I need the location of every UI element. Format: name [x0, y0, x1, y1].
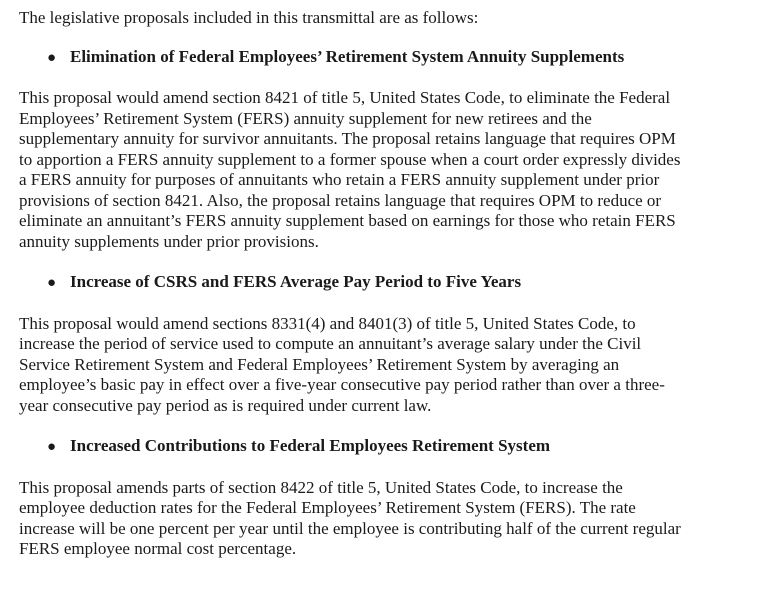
- paragraph-line: This proposal would amend sections 8331(4) and 8401(3) of title 5, United States Code, to: [19, 313, 636, 333]
- paragraph-line: year consecutive pay period as is required under current law.: [19, 395, 432, 415]
- paragraph-line: supplementary annuity for survivor annuitants. The proposal retains language that requires OPM: [19, 129, 676, 148]
- paragraph-line: This proposal amends parts of section 8422 of title 5, United States Code, to increase the: [19, 477, 623, 497]
- proposal-fers-supplement: [19, 47, 749, 253]
- intro-text: The legislative proposals included in this transmittal are as follows:: [19, 8, 479, 27]
- paragraph-line: This proposal would amend section 8421 of title 5, United States Code, to eliminate the Federal: [19, 88, 671, 107]
- bullet-icon: ●: [47, 49, 57, 66]
- paragraph-line: employee deduction rates for the Federal Employees’ Retirement System (FERS). The rate: [19, 498, 636, 517]
- paragraph-line: increase will be one percent per year until the employee is contributing half of the current regular: [19, 518, 681, 538]
- proposal-heading-text: Increased Contributions to Federal Employees Retirement System: [70, 436, 551, 455]
- bullet-icon: ●: [47, 275, 57, 291]
- proposal-heading: [19, 47, 749, 69]
- proposal-heading-text: Increase of CSRS and FERS Average Pay Period to Five Years: [70, 272, 522, 291]
- bullet-icon: ●: [47, 439, 57, 455]
- paragraph-line: eliminate an annuitant’s FERS annuity supplement based on earnings for those who retain FERS: [19, 211, 676, 230]
- proposal-heading-text: Elimination of Federal Employees’ Retirement System Annuity Supplements: [70, 46, 625, 66]
- proposal-paragraph: [19, 88, 749, 252]
- proposal-paragraph: [19, 478, 749, 560]
- paragraph-line: annuity supplements under prior provisions.: [19, 231, 319, 251]
- proposal-average-pay-period: [19, 272, 749, 416]
- paragraph-line: increase the period of service used to compute an annuitant’s average salary under the Civil: [19, 334, 642, 353]
- paragraph-line: Employees’ Retirement System (FERS) annuity supplement for new retirees and the: [19, 108, 592, 128]
- proposal-increased-contributions: [19, 436, 749, 560]
- paragraph-line: a FERS annuity for purposes of annuitants who retain a FERS annuity supplement under prior: [19, 170, 660, 189]
- paragraph-line: to apportion a FERS annuity supplement to a former spouse when a court order expressly divides: [19, 149, 681, 169]
- document-page: [19, 8, 749, 560]
- proposal-paragraph: [19, 314, 749, 417]
- paragraph-line: provisions of section 8421. Also, the proposal retains language that requires OPM to reduce or: [19, 190, 662, 210]
- paragraph-line: Service Retirement System and Federal Employees’ Retirement System by averaging an: [19, 354, 620, 374]
- proposal-heading: [19, 436, 749, 458]
- paragraph-line: employee’s basic pay in effect over a five-year consecutive pay period rather than over a three-: [19, 375, 665, 394]
- proposal-heading: [19, 272, 749, 294]
- paragraph-line: FERS employee normal cost percentage.: [19, 539, 297, 558]
